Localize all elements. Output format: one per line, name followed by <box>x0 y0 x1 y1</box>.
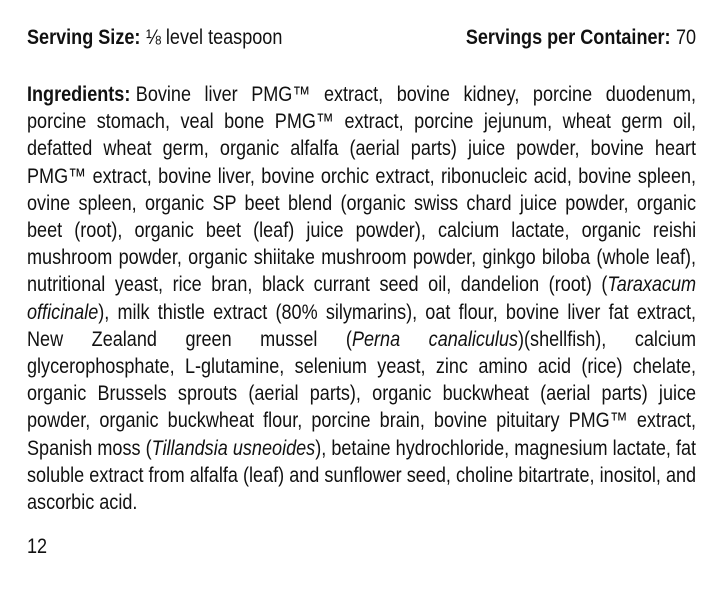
ingredients-text: Bovine liver PMG™ extract, bovine kidney, porcine duodenum, porcine stomach, veal bone PMG™ extract, porcine jejunum, wheat germ oil, defatted wheat germ, organic alfalfa (aerial parts) juice powder, bovine heart PMG™ extract, bovine liver, bovine orchic extract, ribonucleic acid, bovine spleen, ovine spleen, organic SP beet blend (organic swiss chard juice powder, organic beet (root), organic beet (leaf) juice powder), calcium lactate, organic reishi mushroom powder, organic shiitake mushroom powder, ginkgo biloba (whole leaf), nutritional yeast, rice bran, black currant seed oil, dandelion (root) (Taraxacum officinale), milk thistle extract (80% silymarins), oat flour, bovine liver fat extract, New Zealand green mussel (Perna canaliculus)(shellfish), calcium glycerophosphate, L-glutamine, selenium yeast, zinc amino acid (rice) chelate, organic Brussels sprouts (aerial parts), organic buckwheat (aerial parts) juice powder, organic buckwheat flour, porcine brain, bovine pituitary PMG™ extract, Spanish moss (Tillandsia usneoides), betaine hydrochloride, magnesium lactate, fat soluble extract from alfalfa (leaf) and sunflower seed, choline bitartrate, inositol, and ascorbic acid. <box>27 83 697 515</box>
ingredients-label: Ingredients: <box>27 83 131 106</box>
servings-per-container <box>466 26 696 50</box>
serving-info-row <box>27 26 696 50</box>
serving-size-label: Serving Size: <box>27 26 141 49</box>
page-number: 12 <box>27 535 48 559</box>
label-content <box>27 26 696 559</box>
servings-per-container-label: Servings per Container: <box>465 26 671 49</box>
servings-per-container-value: 70 <box>675 26 697 49</box>
ingredients-paragraph <box>27 81 696 516</box>
serving-size <box>27 26 282 50</box>
serving-size-value: ⅛ level teaspoon <box>145 26 283 49</box>
